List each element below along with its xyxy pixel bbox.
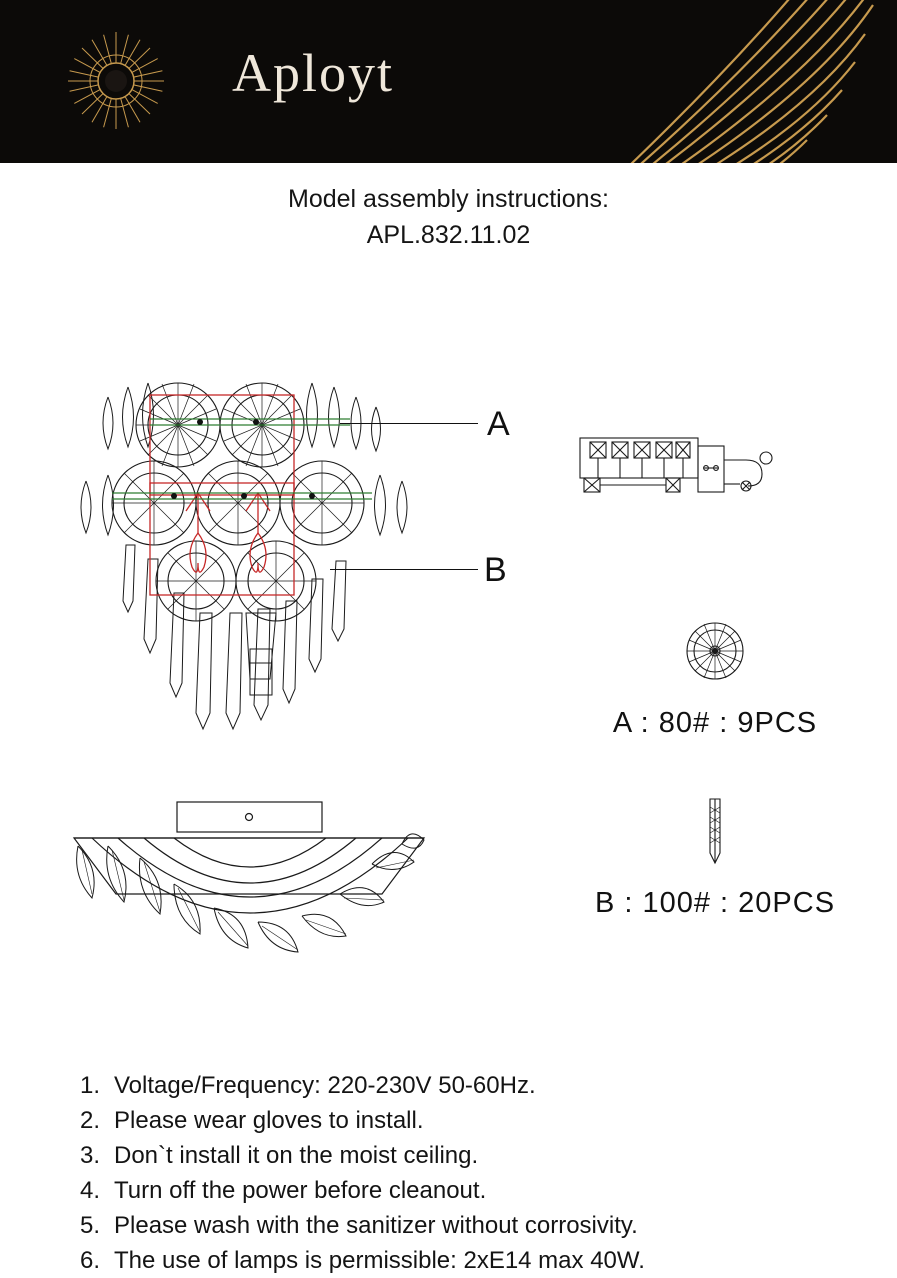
note-text: The use of lamps is permissible: 2xE14 max 40W. (114, 1247, 645, 1274)
list-item (60, 1103, 860, 1138)
callout-label-a: A (487, 405, 510, 443)
list-item (60, 1243, 860, 1278)
fan-rays-decoration-icon (507, 0, 897, 163)
note-number: 1. (79, 1072, 100, 1099)
part-a-label: A : 80# : 9PCS (612, 707, 818, 739)
note-number: 6. (79, 1247, 100, 1274)
lamp-side-view-diagram (52, 798, 442, 1013)
part-b-label: B : 100# : 20PCS (594, 887, 836, 919)
callout-b-leader-line (330, 569, 478, 570)
callout-label-b: B (484, 551, 507, 589)
list-item (60, 1173, 860, 1208)
note-number: 3. (79, 1142, 100, 1169)
list-item (60, 1068, 860, 1103)
note-number: 4. (79, 1177, 100, 1204)
long-crystal-drop-part-icon (560, 793, 870, 869)
safety-notes-list (60, 1068, 860, 1278)
instruction-sheet (0, 253, 897, 1274)
note-text: Turn off the power before cleanout. (114, 1177, 487, 1204)
brand-wordmark: Aployt (232, 43, 395, 103)
note-text: Don`t install it on the moist ceiling. (114, 1142, 479, 1169)
terminal-block-wiring-diagram (570, 428, 790, 528)
note-number: 5. (79, 1212, 100, 1239)
note-number: 2. (79, 1107, 100, 1134)
callout-a-leader-line (340, 423, 478, 424)
title-model-number: APL.832.11.02 (366, 221, 531, 249)
round-crystal-part-icon (560, 613, 870, 689)
part-b-spec (560, 793, 870, 920)
brand-banner (0, 0, 897, 163)
note-text: Voltage/Frequency: 220-230V 50-60Hz. (114, 1072, 536, 1099)
page-title (0, 181, 897, 253)
note-text: Please wash with the sanitizer without corrosivity. (114, 1212, 638, 1239)
list-item (60, 1208, 860, 1243)
part-a-spec (560, 613, 870, 740)
list-item (60, 1138, 860, 1173)
note-text: Please wear gloves to install. (114, 1107, 424, 1134)
sunburst-logo-icon (64, 29, 168, 133)
title-heading: Model assembly instructions: (288, 185, 609, 213)
